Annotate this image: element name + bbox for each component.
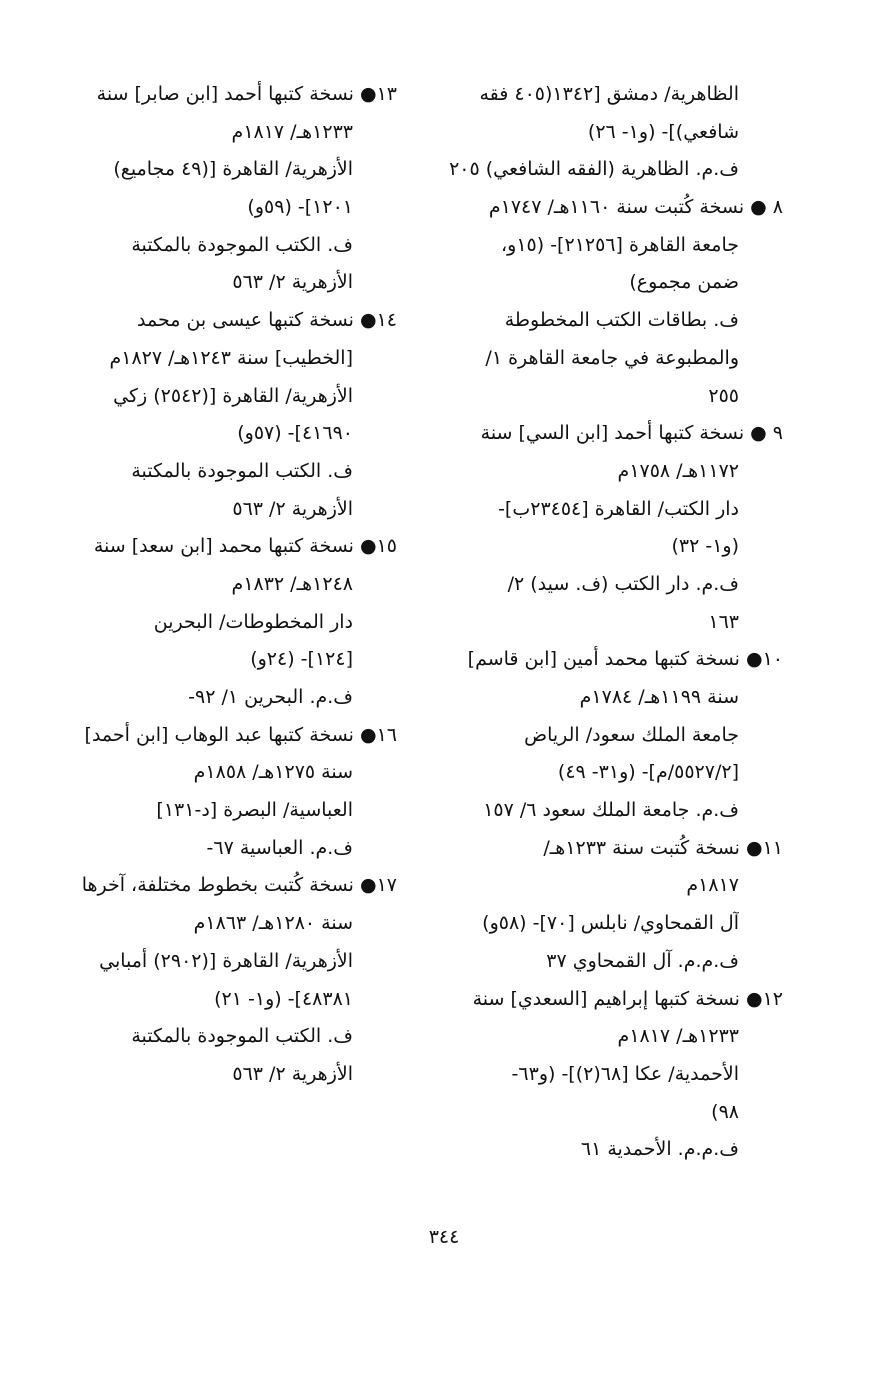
text-line: ١٢٣٣هـ/ ١٨١٧م	[231, 120, 353, 143]
text-line: (و١- ٣٢)	[671, 535, 739, 558]
text-line: الأزهرية ٢/ ٥٦٣	[232, 1062, 353, 1085]
text-line: [١٢٤]- (٢٤و)	[250, 648, 353, 671]
text-line: ف. بطاقات الكتب المخطوطة	[504, 309, 739, 332]
text-line: ٤٨٣٨١]- (و١- ٢١)	[214, 987, 353, 1010]
text-line: الأزهرية/ القاهرة [(٢٥٤٢) زكي	[113, 384, 353, 407]
text-line: ١٠● نسخة كتبها محمد أمين [ابن قاسم]	[467, 648, 783, 671]
text-line: ١٥● نسخة كتبها محمد [ابن سعد] سنة	[93, 535, 397, 558]
text-line: ف.م. البحرين ١/ ٩٢-	[188, 686, 353, 708]
right-column	[438, 76, 783, 1169]
text-line: ٩ ● نسخة كتبها أحمد [ابن السي] سنة	[480, 422, 783, 445]
text-line: ١٢٣٣هـ/ ١٨١٧م	[617, 1025, 739, 1048]
text-line: الأزهرية/ القاهرة [(٢٩٠٢) أمبابي	[99, 949, 353, 972]
text-line: ١٢● نسخة كتبها إبراهيم [السعدي] سنة	[472, 987, 783, 1010]
text-line: العباسية/ البصرة [د-١٣١]	[156, 799, 353, 822]
text-line: ١١● نسخة كُتبت سنة ١٢٣٣هـ/	[543, 836, 783, 859]
text-line: ١٦٣	[708, 610, 739, 633]
text-line: جامعة القاهرة [٢١٢٥٦]- (١٥و،	[501, 233, 739, 256]
text-line: ضمن مجموع)	[629, 271, 739, 294]
text-line: الأزهرية ٢/ ٥٦٣	[232, 271, 353, 294]
text-line: ٤١٦٩٠]- (٥٧و)	[237, 422, 353, 445]
text-line: ف.م.م. الأحمدية ٦١	[580, 1138, 739, 1161]
text-line: [الخطيب] سنة ١٢٤٣هـ/ ١٨٢٧م	[109, 346, 353, 369]
page-number: ٣٤٤	[428, 1226, 460, 1248]
text-line: ١٤● نسخة كتبها عيسى بن محمد	[137, 309, 397, 332]
text-line: ف.م. الظاهرية (الفقه الشافعي) ٢٠٥	[449, 158, 739, 181]
text-line: دار المخطوطات/ البحرين	[153, 610, 353, 633]
text-line: الأزهرية/ القاهرة [(٤٩ مجاميع)	[113, 158, 353, 181]
text-line: ف.م. العباسية ٦٧-	[206, 836, 353, 859]
text-line: ١٢٠١]- (٥٩و)	[247, 196, 353, 219]
text-line: سنة ١٢٨٠هـ/ ١٨٦٣م	[193, 912, 353, 935]
text-line: ف. الكتب الموجودة بالمكتبة	[131, 1025, 353, 1048]
text-line: الظاهرية/ دمشق [١٣٤٢(٤٠٥ فقه	[479, 83, 739, 105]
text-line: ف.م. دار الكتب (ف. سيد) ٢/	[507, 572, 739, 595]
text-line: ١١٧٢هـ/ ١٧٥٨م	[617, 459, 739, 482]
text-line: والمطبوعة في جامعة القاهرة ١/	[485, 346, 739, 369]
text-line: ٩٨)	[711, 1100, 739, 1123]
left-column	[45, 76, 397, 1094]
text-line: ف.م. جامعة الملك سعود ٦/ ١٥٧	[483, 799, 739, 822]
text-line: ف.م.م. آل القمحاوي ٣٧	[546, 949, 739, 972]
text-line: ١٢٤٨هـ/ ١٨٣٢م	[231, 572, 353, 595]
text-line: ف. الكتب الموجودة بالمكتبة	[131, 459, 353, 482]
text-line: ١٧● نسخة كُتبت بخطوط مختلفة، آخرها	[81, 874, 397, 897]
text-line: ١٦● نسخة كتبها عبد الوهاب [ابن أحمد]	[84, 723, 397, 746]
text-line: الأزهرية ٢/ ٥٦٣	[232, 497, 353, 520]
text-line: آل القمحاوي/ نابلس [٧٠]- (٥٨و)	[482, 912, 739, 935]
text-line: ف. الكتب الموجودة بالمكتبة	[131, 233, 353, 256]
text-line: ٨ ● نسخة كُتبت سنة ١١٦٠هـ/ ١٧٤٧م	[488, 196, 783, 219]
text-line: ١٣● نسخة كتبها أحمد [ابن صابر] سنة	[96, 83, 397, 105]
text-line: [٥٥٢٧/٢/م]- (و٣١- ٤٩)	[557, 761, 739, 784]
text-line: سنة ١١٩٩هـ/ ١٧٨٤م	[579, 686, 739, 708]
text-line: الأحمدية/ عكا [٦٨(٢)]- (و٦٣-	[511, 1062, 739, 1085]
text-line: جامعة الملك سعود/ الرياض	[524, 723, 739, 746]
text-line: ١٨١٧م	[686, 874, 739, 897]
text-line: شافعي)]- (و١- ٢٦)	[587, 120, 739, 143]
text-line: ٢٥٥	[708, 384, 739, 407]
text-line: سنة ١٢٧٥هـ/ ١٨٥٨م	[193, 761, 353, 784]
text-line: دار الكتب/ القاهرة [٢٣٤٥٤ب]-	[498, 497, 739, 520]
